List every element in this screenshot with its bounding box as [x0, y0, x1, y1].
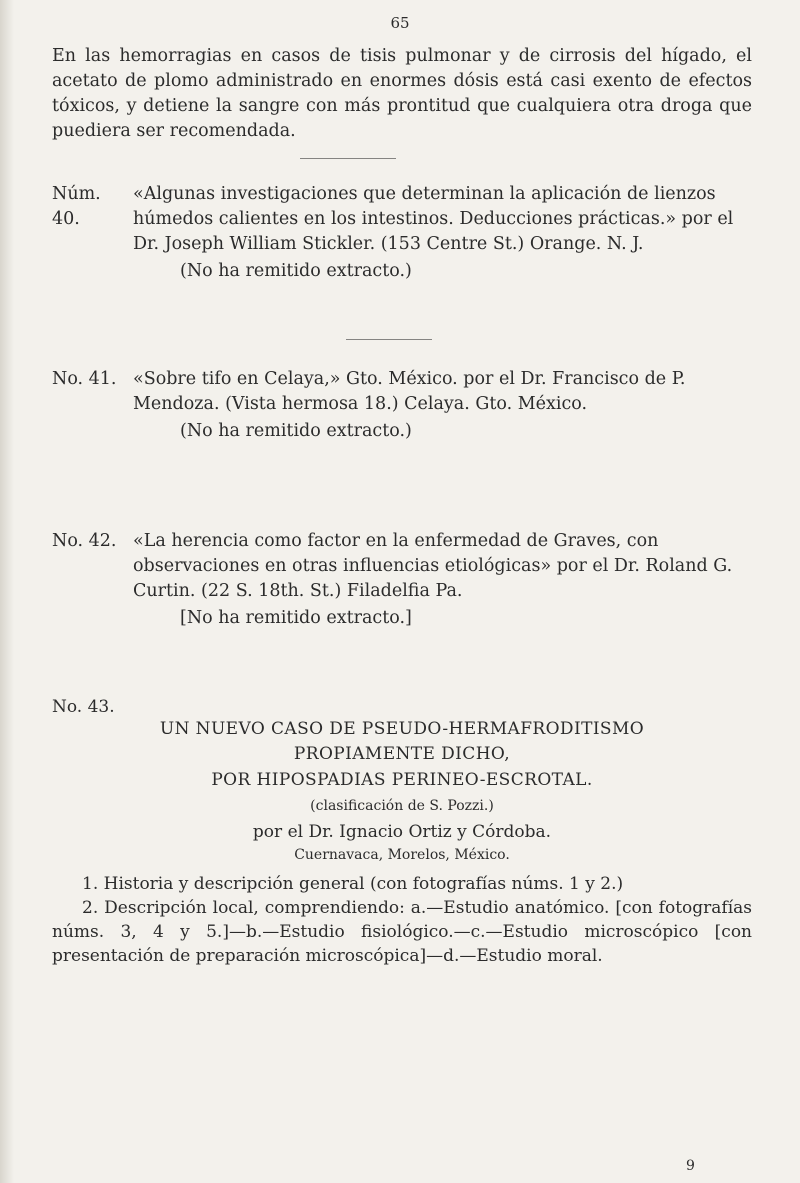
entry-43-location: Cuernavaca, Morelos, México.	[294, 847, 510, 863]
entry-text: «La herencia como factor en la enfermedad de Graves, con observaciones en otras influencias etiológicas» por el Dr. Roland G. Curtin. (22 S. 18th. St.) Filadelfia Pa.	[133, 531, 733, 601]
entry-43-title-line1: UN NUEVO CASO DE PSEUDO-HERMAFRODITISMO	[159, 719, 645, 739]
entry-43-item-1: 1. Historia y descripción general (con fotografías núms. 1 y 2.)	[82, 874, 624, 894]
entry-43-number: No. 43.	[52, 697, 115, 717]
entry-number: No. 41.	[52, 369, 117, 389]
intro-paragraph: En las hemorragias en casos de tisis pulmonar y de cirrosis del hígado, el acetato de plomo administrado en enormes dósis está casi exento de efectos tóxicos, y detiene la sangre con más prontitud que cualquiera otra droga que puediera ser recomendada.	[52, 46, 752, 141]
entry-43-classification: (clasificación de S. Pozzi.)	[310, 798, 494, 814]
entry-number: Núm. 40.	[52, 184, 101, 229]
entry-40	[52, 182, 752, 284]
entry-note: [No ha remitido extracto.]	[180, 608, 412, 628]
divider	[300, 158, 396, 159]
entry-41	[52, 367, 752, 444]
entry-text: «Sobre tifo en Celaya,» Gto. México. por el Dr. Francisco de P. Mendoza. (Vista hermosa 18.) Celaya. Gto. México.	[133, 369, 686, 414]
entry-note: (No ha remitido extracto.)	[180, 421, 412, 441]
page-edge	[0, 0, 14, 1183]
entry-43-item-2: 2. Descripción local, comprendiendo: a.—Estudio anatómico. [con fotografías núms. 3, 4 y 5.]—b.—Estudio fisiológico.—c.—Estudio microscópico [con presentación de preparación microscópica]—d.—Estudio moral.	[52, 898, 752, 966]
entry-43-title-line2: PROPIAMENTE DICHO,	[293, 744, 511, 764]
divider	[346, 339, 432, 340]
signature-mark: 9	[686, 1158, 695, 1174]
entry-text: «Algunas investigaciones que determinan la aplicación de lienzos húmedos calientes en los intestinos. Deducciones prácticas.» por el Dr. Joseph William Stickler. (153 Centre St.) Orange. N. J.	[133, 184, 734, 254]
entry-42	[52, 529, 752, 631]
entry-note: (No ha remitido extracto.)	[180, 261, 412, 281]
entry-number: No. 42.	[52, 531, 117, 551]
entry-43-title-line3: POR HIPOSPADIAS PERINEO-ESCROTAL.	[211, 770, 593, 790]
page-number: 65	[390, 14, 410, 32]
entry-43-author: por el Dr. Ignacio Ortiz y Córdoba.	[252, 822, 552, 842]
